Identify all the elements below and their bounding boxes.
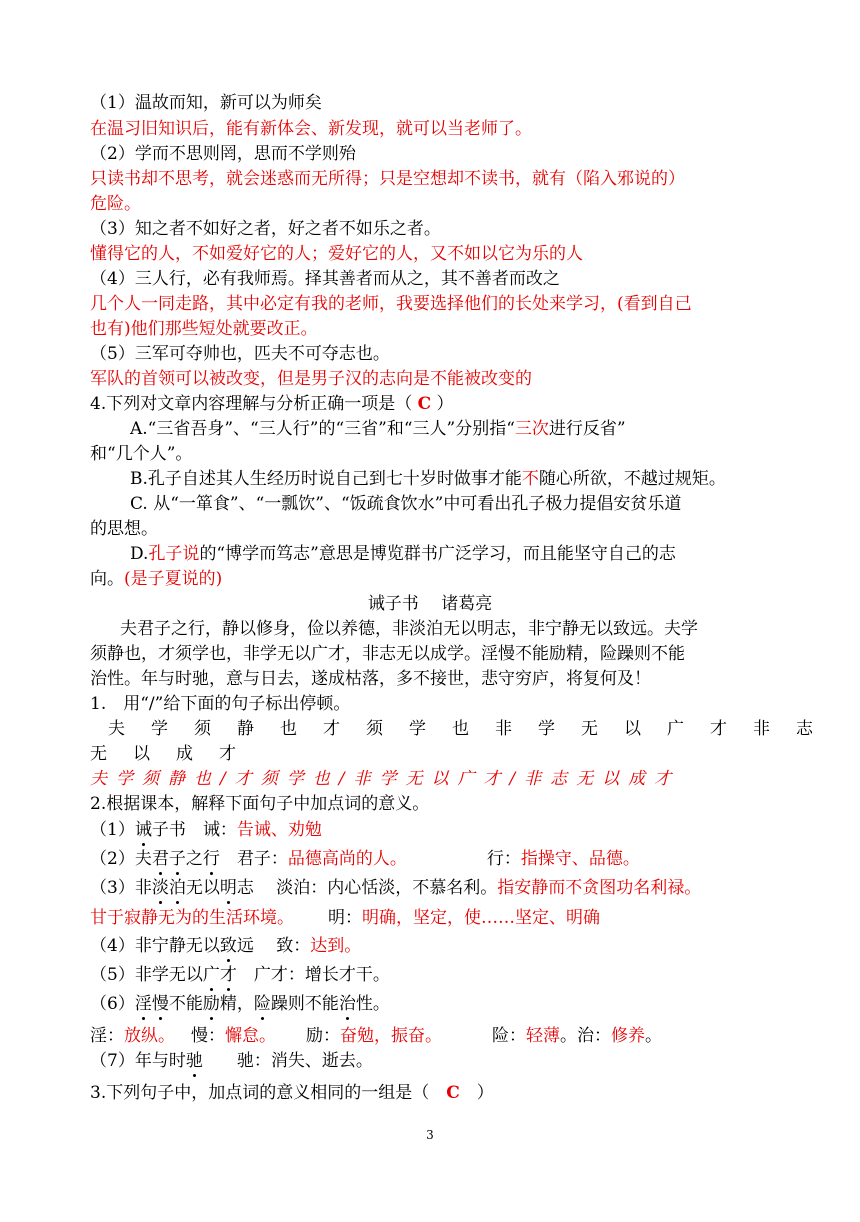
analects-item-1: （1）温故而知，新可以为师矣: [90, 93, 322, 113]
question-4: [90, 392, 790, 416]
dotted-char: 励: [202, 994, 220, 1014]
option-a: [130, 417, 790, 441]
passage-line-2: 须静也，才须学也，非学无以广才，非志无以成学。淫慢不能励精，险躁则不能: [90, 644, 685, 664]
question-4-close: ）: [431, 394, 454, 414]
exercise-2-item-1: [90, 818, 790, 842]
option-c: C. 从“一箪食”、“一瓢饮”、“饭疏食饮水”中可看出孔子极力提倡安贫乐道: [130, 494, 682, 514]
dotted-char: 淡: [151, 878, 169, 898]
gloss-label: 险：: [492, 1026, 526, 1046]
item-1-num: （1）: [90, 820, 135, 840]
analects-answer-3: 懂得它的人，不如爱好它的人；爱好它的人，又不如以它为乐的人: [90, 244, 583, 264]
gloss-answer: 修养: [611, 1026, 645, 1046]
dotted-char: 广: [202, 965, 220, 985]
item-2-text: 之: [185, 849, 203, 869]
gloss-label: 励：: [306, 1026, 340, 1046]
dotted-char: 诫: [134, 820, 152, 840]
dotted-char: 子: [168, 849, 186, 869]
option-b-mark: 不: [521, 469, 539, 489]
item-2-answer-1: 品德高尚的人。: [287, 849, 407, 869]
item-7-num: （7）年与时: [90, 1051, 186, 1071]
dotted-char: 淫: [134, 994, 152, 1014]
page-number: 3: [426, 1128, 434, 1142]
passage-title: 诫子书 诸葛亮: [367, 594, 493, 614]
exercise-2-prompt: 2.根据课本，解释下面句子中加点词的意义。: [90, 794, 430, 814]
gloss-answer: 懈怠。: [225, 1026, 276, 1046]
exercise-2-item-6: [90, 992, 790, 1016]
option-a-tail: 进行反省”: [548, 419, 626, 439]
dotted-char: 致: [219, 936, 237, 956]
item-3-num: （3）非: [90, 878, 152, 898]
item-6-text-4: 性。: [355, 994, 390, 1014]
analects-answer-4: 几个人一同走路，其中必定有我的老师，我要选择他们的长处来学习，(看到自己: [90, 294, 692, 314]
question-3-close: ）: [459, 1083, 494, 1103]
item-5-gloss: 广才：增长才干。: [236, 965, 390, 985]
question-3-text: 3.下列句子中，加点词的意义相同的一组是（: [90, 1083, 447, 1103]
analects-answer-2: 只读书却不思考，就会迷惑而无所得；只是空想却不读书，就有（陷入邪说的）: [90, 169, 685, 189]
question-3-answer: C: [446, 1083, 460, 1103]
option-d-mark: 孔子说: [148, 544, 200, 564]
item-2-gloss: 君子：: [219, 849, 288, 869]
item-3-gloss-2: 明：: [328, 908, 362, 928]
item-3-text: 无以: [185, 878, 220, 898]
item-6-num: （6）: [90, 994, 135, 1014]
item-1-text: 子书 诫：: [151, 820, 237, 840]
analects-answer-2b: 危险。: [90, 194, 141, 214]
gloss-end: 。: [645, 1026, 662, 1046]
gloss-answer: 放纵。: [124, 1026, 175, 1046]
exercise-1-prompt: 1. 用“/”给下面的句子标出停顿。: [90, 694, 351, 714]
option-b-tail: 随心所欲，不越过规矩。: [538, 469, 726, 489]
question-4-answer: C: [417, 394, 432, 414]
item-2-num: （2）夫: [90, 849, 152, 869]
option-c-cont: 的思想。: [90, 519, 158, 539]
analects-item-5: （5）三军可夺帅也，匹夫不可夺志也。: [90, 344, 390, 364]
item-3-answer-cont: 甘于寂静无为的生活环境。: [90, 908, 294, 928]
passage-line-3: 治性。年与时驰，意与日去，遂成枯落，多不接世，悲守穷庐，将复何及！: [90, 669, 651, 689]
analects-answer-4b: 也有)他们那些短处就要改正。: [90, 319, 318, 339]
exercise-1-sentence: 夫学须静也才须学也非学无以广才非志: [108, 719, 839, 739]
question-4-text: 4.下列对文章内容理解与分析正确一项是（: [90, 394, 418, 414]
gloss-answer: 轻薄: [526, 1026, 560, 1046]
exercise-1-sentence-cont: 无以成才: [90, 744, 262, 764]
option-d-tail: 的“博学而笃志”意思是博览群书广泛学习，而且能坚守自己的志: [199, 544, 676, 564]
item-3-answer: 指安静而不贪图功名利禄。: [497, 878, 702, 898]
exercise-2-item-6-answers: [90, 1024, 790, 1048]
gloss-answer: 奋勉，振奋。: [340, 1026, 442, 1046]
item-3-gloss: 志 淡泊：内心恬淡，不慕名利。: [236, 878, 498, 898]
gloss-label: 。治：: [560, 1026, 611, 1046]
option-a-mark: 三次: [514, 419, 549, 439]
item-2-answer-2: 指操守、品德。: [520, 849, 640, 869]
item-6-text-3: 躁则不能: [270, 994, 339, 1014]
exercise-2-item-4: [90, 934, 790, 958]
option-d-cont-text: 向。: [90, 569, 124, 589]
option-d: [130, 542, 790, 566]
item-2-gloss-2: 行：: [486, 849, 521, 869]
dotted-char: 才: [219, 965, 237, 985]
exercise-2-item-7: [90, 1049, 790, 1073]
option-b: [130, 467, 790, 491]
exercise-2-item-5: [90, 963, 790, 987]
question-3: [90, 1081, 790, 1105]
option-b-text: B.孔子自述其人生经历时说自己到七十岁时做事才能: [130, 469, 522, 489]
option-d-note: (是子夏说的): [124, 569, 223, 589]
item-6-text: 不能: [168, 994, 203, 1014]
exercise-1-answer: 夫学须静也/才须学也/非学无以广才/非志无以成才: [90, 769, 681, 789]
dotted-char: 险: [253, 994, 271, 1014]
gloss-label: 淫：: [90, 1026, 124, 1046]
dotted-char: 行: [202, 849, 220, 869]
analects-item-2: （2）学而不思则罔，思而不学则殆: [90, 144, 356, 164]
option-d-text: D.: [130, 544, 149, 564]
analects-item-3: （3）知之者不如好之者，好之者不如乐之者。: [90, 219, 441, 239]
passage-line-1: 夫君子之行，静以修身，俭以养德，非淡泊无以明志，非宁静无以致远。夫学: [120, 619, 698, 639]
analects-answer-5: 军队的首领可以被改变，但是男子汉的志向是不能被改变的: [90, 369, 532, 389]
dotted-char: 泊: [168, 878, 186, 898]
exercise-2-item-3: [90, 876, 790, 900]
dotted-char: 治: [338, 994, 356, 1014]
gloss-label: 慢：: [191, 1026, 225, 1046]
dotted-char: 明: [219, 878, 237, 898]
item-6-text-2: 精，: [219, 994, 254, 1014]
analects-item-4: （4）三人行，必有我师焉。择其善者而从之，其不善者而改之: [90, 269, 560, 289]
item-3-answer-2: 明确，坚定，使……坚定、明确: [362, 908, 600, 928]
option-d-cont: [90, 567, 790, 591]
dotted-char: 君: [151, 849, 169, 869]
dotted-char: 慢: [151, 994, 169, 1014]
option-a-cont: 和“几个人”。: [90, 444, 193, 464]
exercise-2-item-3-cont: [90, 906, 790, 930]
dotted-char: 驰: [185, 1051, 203, 1071]
item-4-gloss: 远 致：: [236, 936, 311, 956]
item-7-gloss: 驰：消失、逝去。: [202, 1051, 373, 1071]
item-1-answer: 告诫、劝勉: [236, 820, 322, 840]
analects-answer-1: 在温习旧知识后，能有新体会、新发现，就可以当老师了。: [90, 119, 532, 139]
option-a-text: A.“三省吾身”、“三人行”的“三省”和“三人”分别指“: [130, 419, 515, 439]
item-4-answer: 达到。: [310, 936, 362, 956]
item-5-num: （5）非学无以: [90, 965, 203, 985]
exercise-2-item-2: [90, 847, 790, 871]
item-4-num: （4）非宁静无以: [90, 936, 220, 956]
